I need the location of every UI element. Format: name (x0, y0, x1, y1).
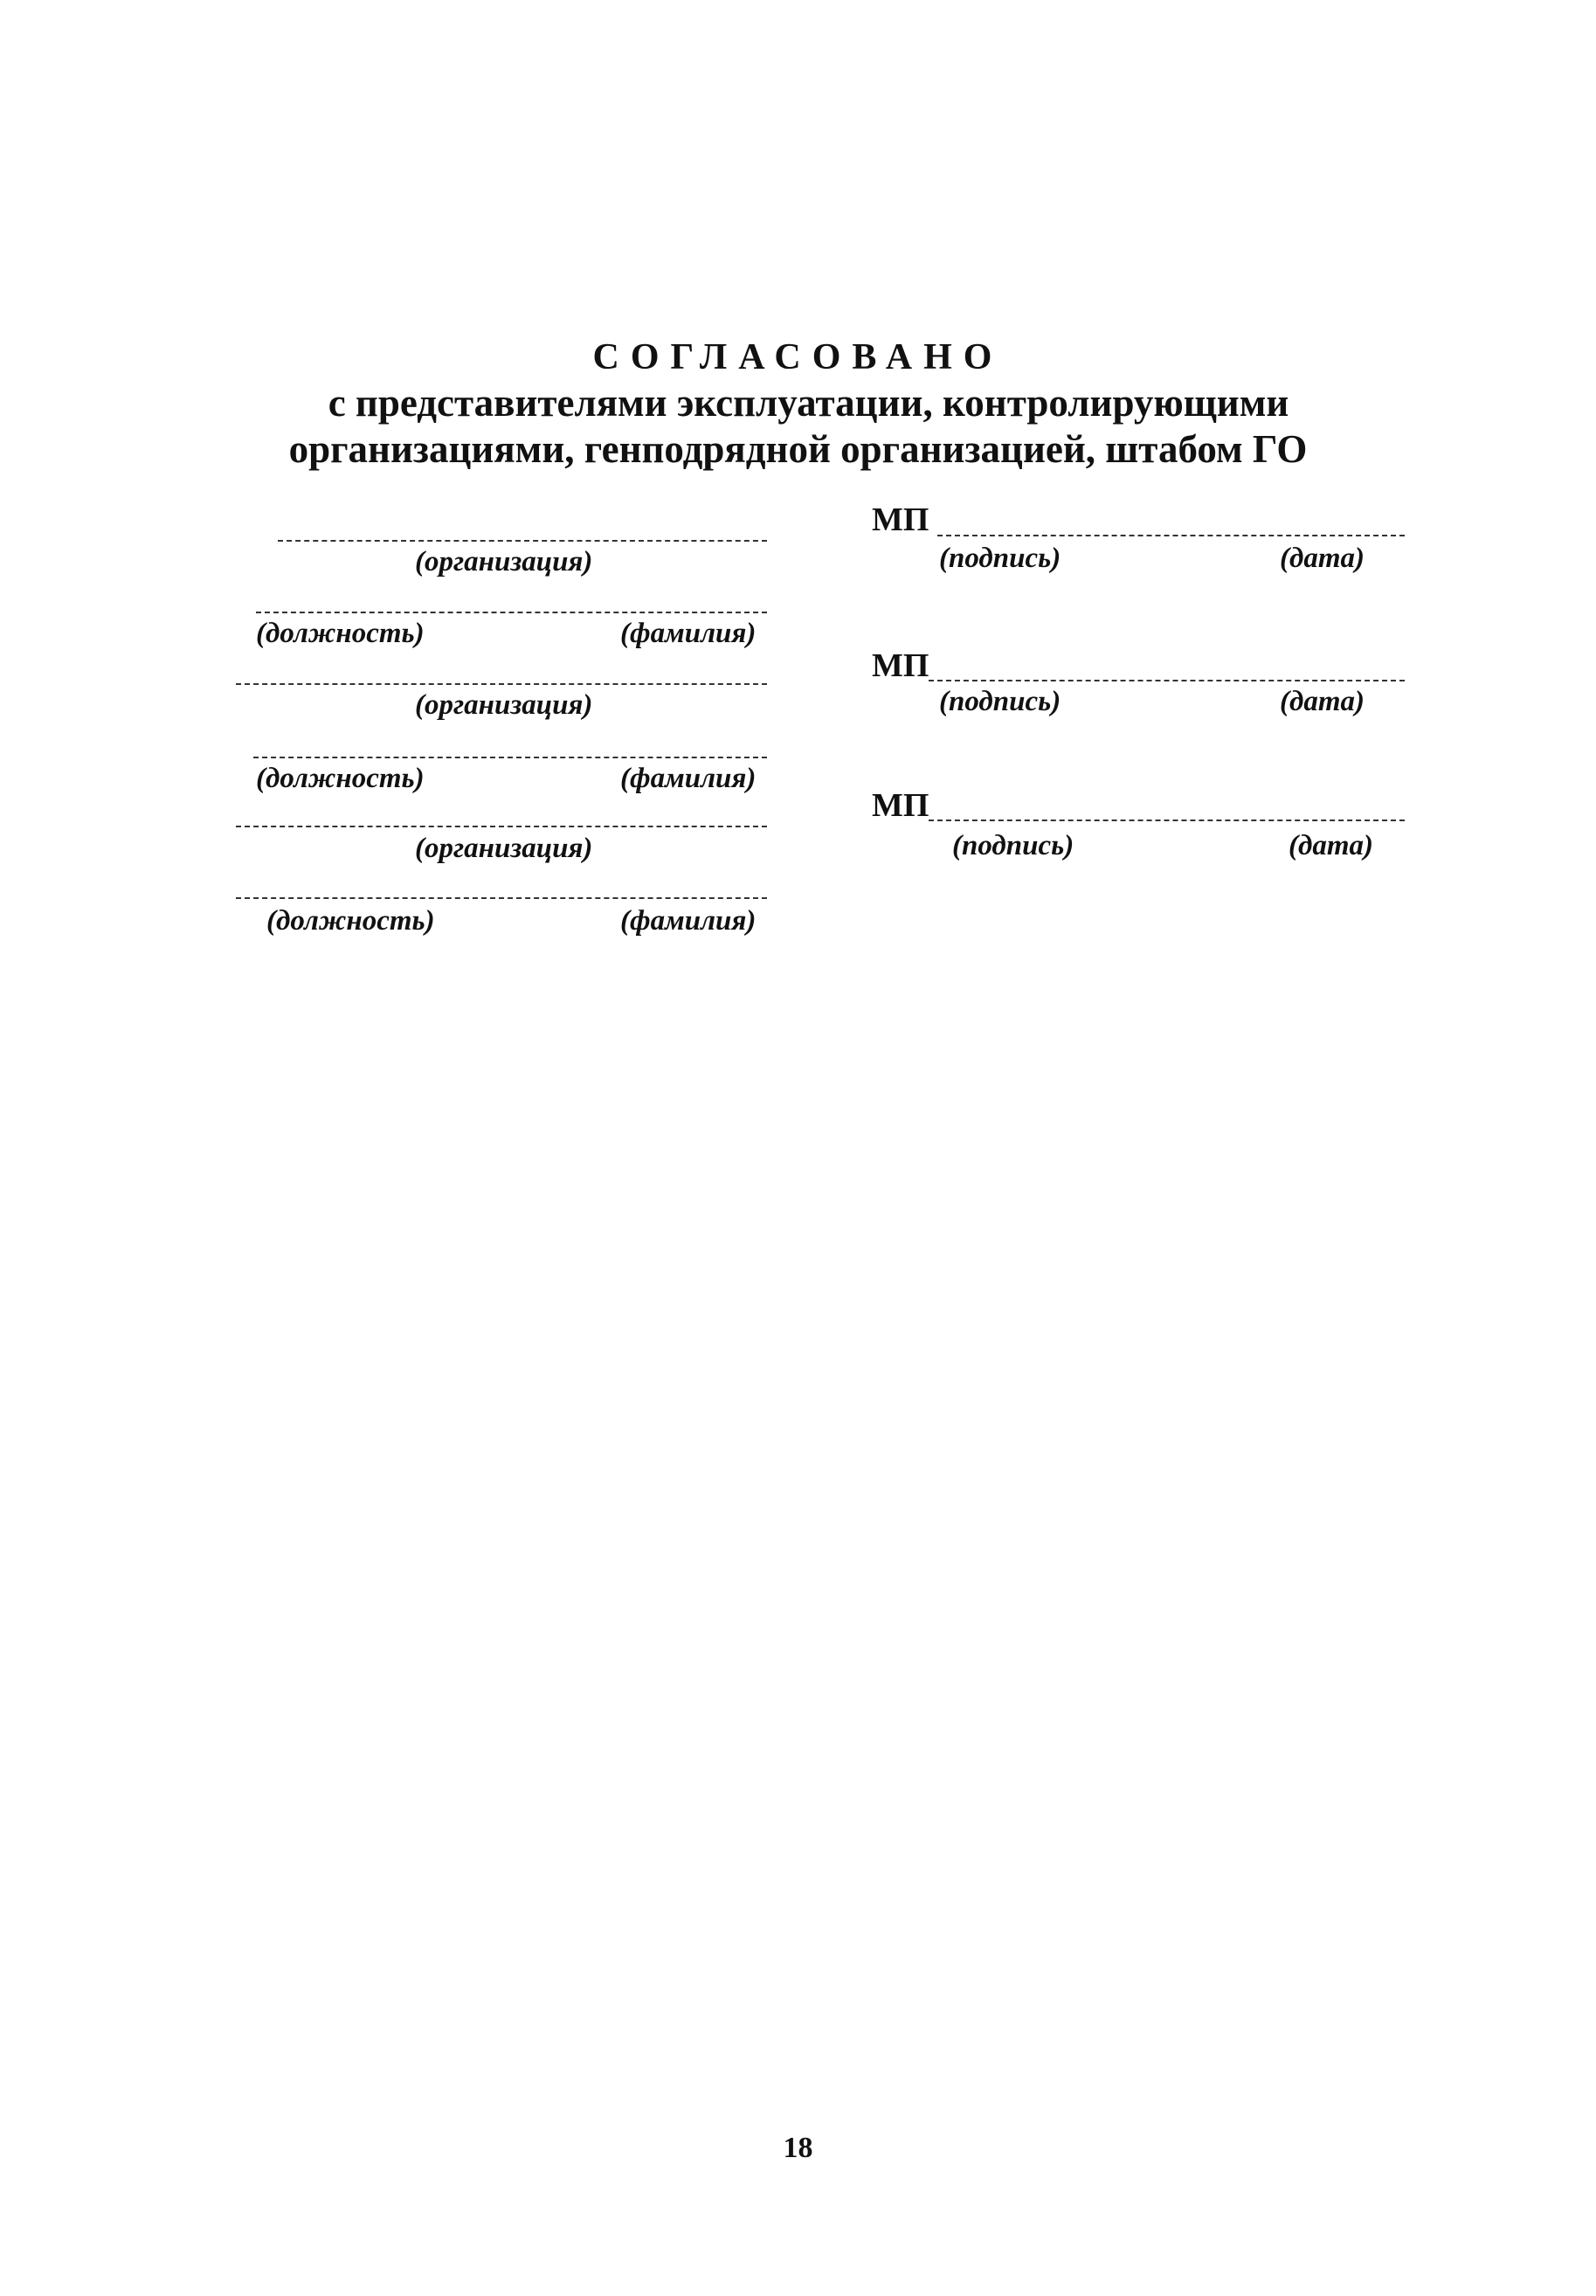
signature-date-line-2 (929, 680, 1405, 681)
stamp-label-1: МП (872, 501, 929, 538)
position-surname-line-1 (256, 612, 767, 613)
surname-label-2: (фамилия) (620, 763, 757, 794)
date-label-1: (дата) (1280, 543, 1365, 574)
position-surname-line-2 (253, 757, 767, 758)
signature-date-line-3 (929, 820, 1405, 821)
signature-label-2: (подпись) (939, 686, 1061, 717)
approval-subtitle-line-2: организациями, генподрядной организацией, штабом ГО (288, 427, 1308, 471)
signature-date-line-1 (937, 535, 1405, 536)
surname-label-3: (фамилия) (620, 905, 757, 937)
organization-label-3: (организация) (415, 833, 593, 864)
approval-title: СОГЛАСОВАНО (592, 337, 1004, 377)
page-number: 18 (783, 2132, 813, 2164)
signature-label-1: (подпись) (939, 543, 1061, 574)
organization-label-1: (организация) (415, 546, 593, 577)
position-surname-line-3 (236, 897, 767, 899)
date-label-2: (дата) (1280, 686, 1365, 717)
position-label-3: (должность) (266, 905, 435, 937)
position-label-1: (должность) (256, 618, 425, 649)
surname-label-1: (фамилия) (620, 618, 757, 649)
organization-line-3 (236, 826, 767, 827)
signature-label-3: (подпись) (952, 830, 1074, 861)
organization-line-2 (236, 683, 767, 685)
position-label-2: (должность) (256, 763, 425, 794)
organization-label-2: (организация) (415, 689, 593, 721)
date-label-3: (дата) (1289, 830, 1374, 861)
approval-subtitle-line-1: с представителями эксплуатации, контролирующими (328, 381, 1289, 425)
stamp-label-2: МП (872, 647, 929, 684)
stamp-label-3: МП (872, 787, 929, 824)
organization-line-1 (278, 540, 767, 542)
